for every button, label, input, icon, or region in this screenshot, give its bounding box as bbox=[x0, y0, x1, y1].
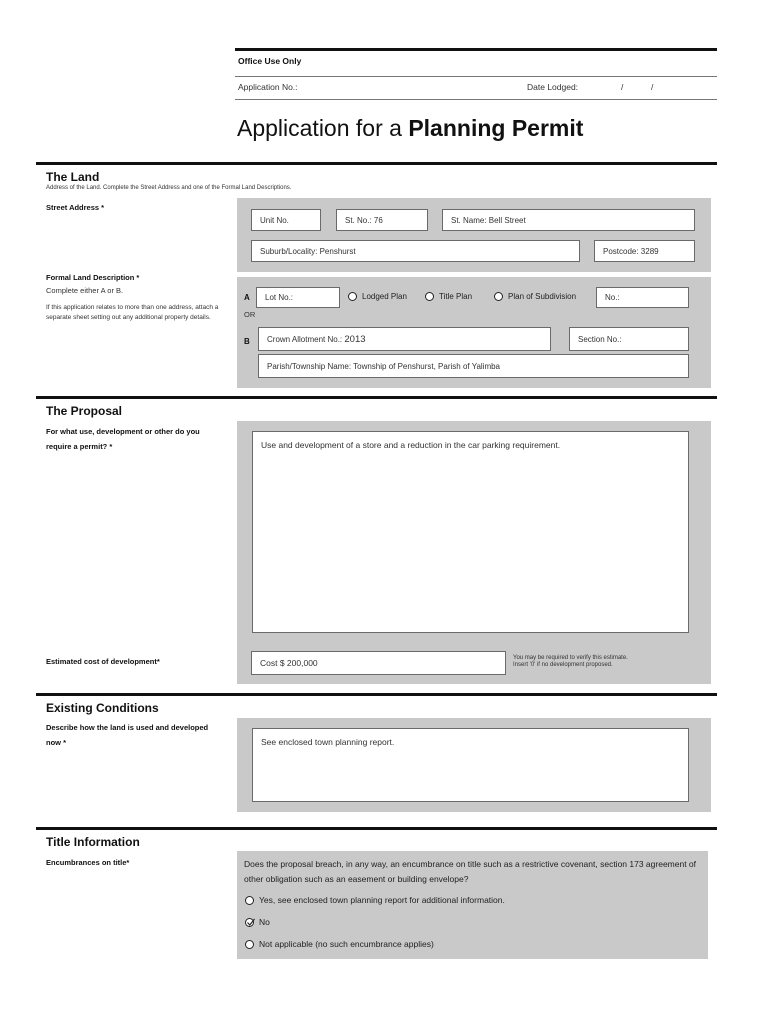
title-plan-label: Title Plan bbox=[439, 292, 473, 301]
radio-unchecked-icon[interactable] bbox=[245, 940, 254, 949]
parish-field[interactable]: Parish/Township Name: Township of Penshurst, Parish of Yalimba bbox=[258, 354, 689, 378]
street-name-field[interactable]: St. Name: Bell Street bbox=[442, 209, 695, 231]
title-info-section-title: Title Information bbox=[46, 835, 140, 849]
title-plan-option[interactable] bbox=[425, 292, 472, 301]
lot-no-field[interactable]: Lot No.: bbox=[256, 287, 340, 308]
estimated-cost-label: Estimated cost of development* bbox=[46, 657, 160, 666]
page-title-prefix: Application for a bbox=[237, 115, 409, 141]
unit-no-field[interactable]: Unit No. bbox=[251, 209, 321, 231]
plan-of-subdivision-label: Plan of Subdivision bbox=[508, 292, 577, 301]
option-no-label: No bbox=[259, 917, 270, 927]
proposal-section-title: The Proposal bbox=[46, 404, 123, 418]
office-bottom-rule bbox=[235, 99, 717, 100]
proposal-description-textarea[interactable]: Use and development of a store and a reduction in the car parking requirement. bbox=[252, 431, 689, 633]
application-no-label: Application No.: bbox=[238, 82, 298, 92]
street-no-field[interactable]: St. No.: 76 bbox=[336, 209, 428, 231]
land-section-rule bbox=[36, 162, 717, 165]
title-info-section-rule bbox=[36, 827, 717, 830]
or-label: OR bbox=[244, 310, 256, 319]
page-title-bold: Planning Permit bbox=[408, 115, 584, 141]
formal-land-label: Formal Land Description * bbox=[46, 273, 140, 282]
plan-of-subdivision-option[interactable] bbox=[494, 292, 576, 301]
date-separator: / bbox=[621, 82, 624, 92]
option-a-letter: A bbox=[244, 293, 250, 302]
formal-note-either: Complete either A or B. bbox=[46, 286, 124, 295]
page-title bbox=[237, 115, 583, 142]
option-yes[interactable] bbox=[245, 895, 505, 905]
office-divider bbox=[235, 76, 717, 77]
lodged-plan-label: Lodged Plan bbox=[362, 292, 407, 301]
proposal-question: For what use, development or other do you require a permit? * bbox=[46, 427, 200, 451]
date-separator: / bbox=[651, 82, 654, 92]
option-not-applicable-label: Not applicable (no such encumbrance applies) bbox=[259, 939, 434, 949]
crown-allotment-field[interactable] bbox=[258, 327, 551, 351]
lodged-plan-option[interactable] bbox=[348, 292, 407, 301]
cost-field[interactable]: Cost $ 200,000 bbox=[251, 651, 506, 675]
existing-section-rule bbox=[36, 693, 717, 696]
option-no[interactable] bbox=[245, 917, 270, 927]
radio-unchecked-icon[interactable] bbox=[494, 292, 503, 301]
plan-no-field[interactable]: No.: bbox=[596, 287, 689, 308]
option-yes-label: Yes, see enclosed town planning report for additional information. bbox=[259, 895, 505, 905]
radio-unchecked-icon[interactable] bbox=[348, 292, 357, 301]
date-lodged-label: Date Lodged: bbox=[527, 82, 579, 92]
land-section-title: The Land bbox=[46, 170, 100, 184]
cost-note-verify: You may be required to verify this estimate. bbox=[513, 655, 628, 661]
existing-conditions-textarea[interactable]: See enclosed town planning report. bbox=[252, 728, 689, 802]
proposal-section-rule bbox=[36, 396, 717, 399]
crown-allotment-label: Crown Allotment No.: bbox=[267, 334, 343, 344]
option-b-letter: B bbox=[244, 337, 250, 346]
section-no-field[interactable]: Section No.: bbox=[569, 327, 689, 351]
office-use-title: Office Use Only bbox=[238, 56, 302, 66]
radio-checked-icon[interactable] bbox=[245, 918, 254, 927]
street-address-label: Street Address * bbox=[46, 203, 105, 212]
existing-section-title: Existing Conditions bbox=[46, 701, 159, 715]
office-top-rule bbox=[235, 48, 717, 51]
existing-question: Describe how the land is used and developed now * bbox=[46, 723, 209, 747]
suburb-field[interactable]: Suburb/Locality: Penshurst bbox=[251, 240, 580, 262]
radio-unchecked-icon[interactable] bbox=[425, 292, 434, 301]
formal-note-multiple: If this application relates to more than one address, attach a separate sheet setting out any additional property details. bbox=[46, 304, 219, 321]
option-not-applicable[interactable] bbox=[245, 939, 434, 949]
cost-note-zero: Insert '0' if no development proposed. bbox=[513, 662, 613, 668]
radio-unchecked-icon[interactable] bbox=[245, 896, 254, 905]
crown-allotment-value: 2013 bbox=[344, 333, 366, 345]
postcode-field[interactable]: Postcode: 3289 bbox=[594, 240, 695, 262]
encumbrance-question: Does the proposal breach, in any way, an encumbrance on title such as a restrictive covenant, section 173 agreement of other obligation such as an easement or building envelope? bbox=[244, 859, 697, 884]
encumbrances-label: Encumbrances on title* bbox=[46, 858, 130, 867]
land-subtitle: Address of the Land. Complete the Street Address and one of the Formal Land Descriptions. bbox=[46, 185, 292, 191]
